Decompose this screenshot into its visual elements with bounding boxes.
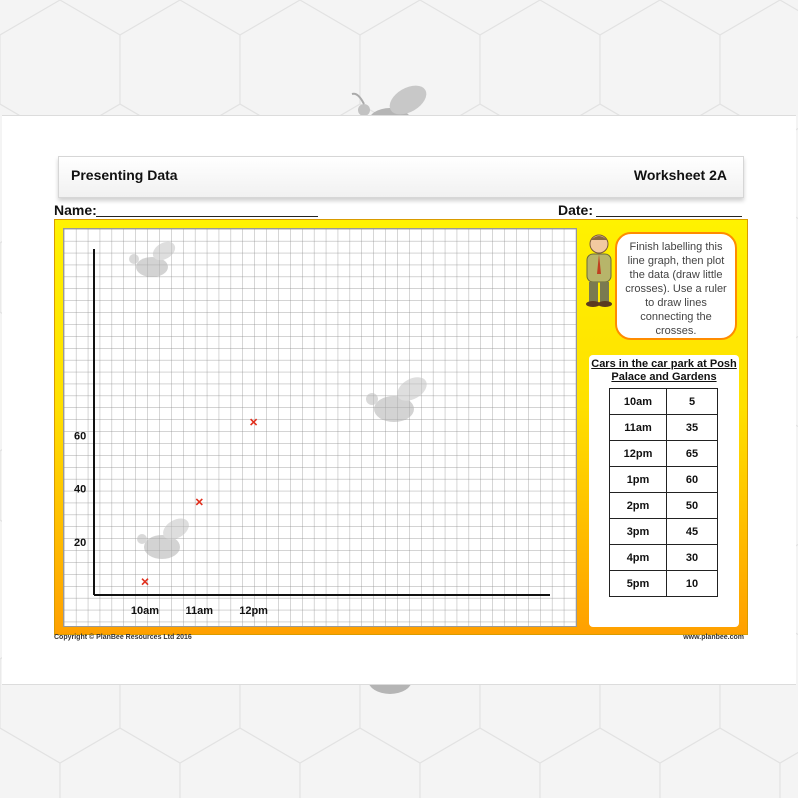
table-row bbox=[610, 415, 718, 441]
page-title: Presenting Data bbox=[71, 167, 178, 183]
line-graph bbox=[64, 229, 576, 626]
table-row bbox=[610, 441, 718, 467]
table-row bbox=[610, 467, 718, 493]
table-cell-time: 4pm bbox=[610, 545, 667, 571]
x-tick-label: 11am bbox=[185, 605, 214, 617]
x-tick-label: 10am bbox=[130, 605, 160, 617]
name-line[interactable] bbox=[96, 216, 318, 217]
table-title: Cars in the car park at Posh Palace and Gardens bbox=[591, 358, 737, 383]
table-cell-value: 60 bbox=[667, 467, 718, 493]
table-row bbox=[610, 493, 718, 519]
table-cell-time: 12pm bbox=[610, 441, 667, 467]
table-row bbox=[610, 389, 718, 415]
table-cell-time: 10am bbox=[610, 389, 667, 415]
worksheet-panel bbox=[54, 219, 748, 635]
table-row bbox=[610, 545, 718, 571]
instruction-bubble: Finish labelling this line graph, then plot the data (draw little crosses). Use a ruler to draw lines connecting the crosses. bbox=[615, 232, 737, 340]
graph-paper[interactable] bbox=[63, 228, 577, 627]
website-link[interactable]: www.planbee.com bbox=[683, 634, 744, 641]
table-cell-time: 3pm bbox=[610, 519, 667, 545]
table-cell-value: 5 bbox=[667, 389, 718, 415]
table-cell-time: 1pm bbox=[610, 467, 667, 493]
table-row bbox=[610, 571, 718, 597]
table-cell-time: 2pm bbox=[610, 493, 667, 519]
table-cell-value: 50 bbox=[667, 493, 718, 519]
table-cell-value: 65 bbox=[667, 441, 718, 467]
table-cell-time: 5pm bbox=[610, 571, 667, 597]
header-bar bbox=[58, 156, 744, 198]
data-card bbox=[589, 355, 739, 627]
date-line[interactable] bbox=[596, 216, 742, 217]
grid bbox=[64, 229, 576, 626]
teacher-illustration bbox=[577, 230, 617, 310]
date-label: Date: bbox=[558, 202, 594, 218]
table-cell-time: 11am bbox=[610, 415, 667, 441]
y-tick-label: 20 bbox=[74, 536, 87, 549]
table-cell-value: 45 bbox=[667, 519, 718, 545]
copyright-text: Copyright © PlanBee Resources Ltd 2016 bbox=[54, 634, 192, 641]
y-tick-label: 40 bbox=[74, 483, 87, 496]
table-cell-value: 30 bbox=[667, 545, 718, 571]
name-label: Name: bbox=[54, 202, 97, 218]
worksheet-page bbox=[2, 115, 796, 685]
y-tick-label: 60 bbox=[74, 430, 87, 443]
table-cell-value: 35 bbox=[667, 415, 718, 441]
table-row bbox=[610, 519, 718, 545]
x-tick-label: 12pm bbox=[239, 605, 268, 617]
worksheet-number: Worksheet 2A bbox=[633, 167, 727, 183]
data-table bbox=[609, 388, 718, 597]
table-cell-value: 10 bbox=[667, 571, 718, 597]
